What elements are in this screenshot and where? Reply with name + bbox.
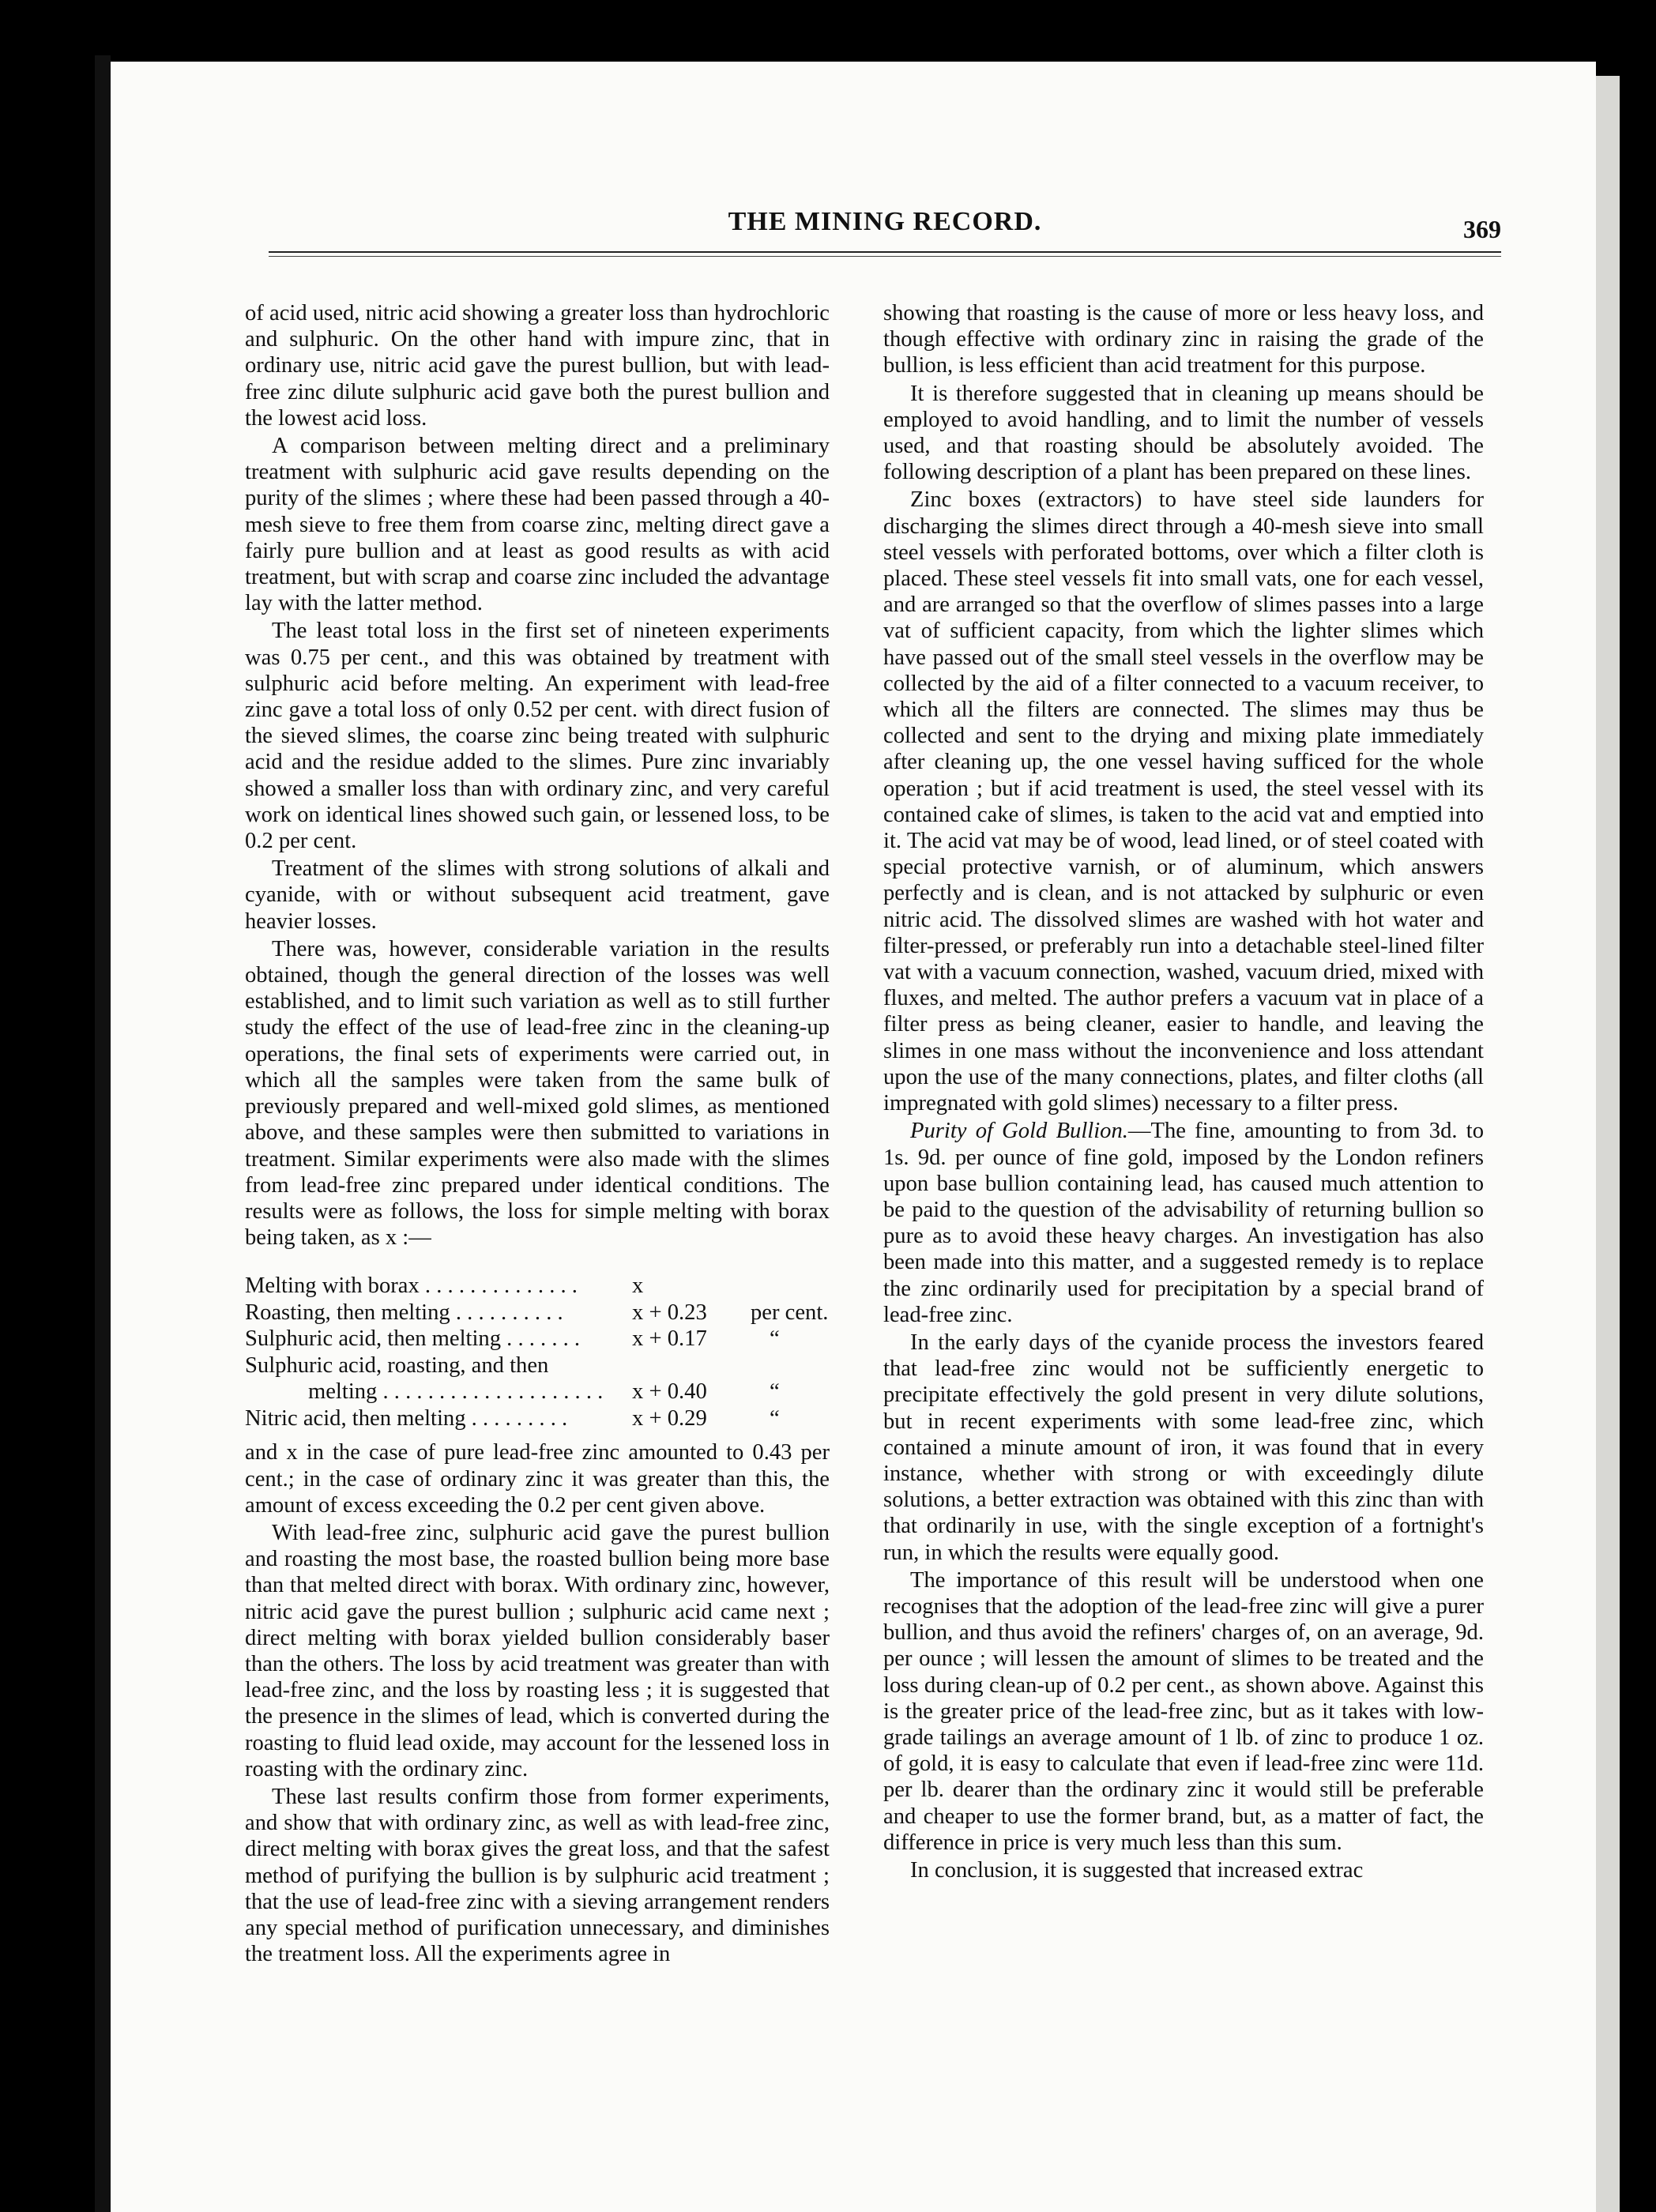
row-label: Nitric acid, then melting . . . . . . . . . [245, 1405, 568, 1431]
page-number: 369 [1463, 215, 1501, 243]
paragraph: The least total loss in the first set of nineteen experiments was 0.75 per cent., and this was obtained by treatment with sulphuric acid before melting. An experiment with lead-free zinc gave a total loss of only 0.52 per cent. with direct fusion of the sieved slimes, the coarse zinc being treated with sulphuric acid and the residue added to the slimes. Pure zinc invariably showed a smaller loss than with ordinary zinc, and very careful work on identical lines showed such gain, or lessened loss, to be 0.2 per cent. [245, 619, 830, 854]
paragraph: Treatment of the slimes with strong solutions of alkali and cyanide, with or without subsequent acid treatment, gave heavier losses. [245, 856, 830, 934]
binding-edge [95, 55, 111, 2212]
paragraph: There was, however, considerable variation in the results obtained, though the general direction of the losses was well established, and to limit such variation as well as to still further study the effect of the use of lead-free zinc in the cleaning-up operations, the final sets of experiments were carried out, in which all the samples were taken from the same bulk of previously prepared and well-mixed gold slimes, as mentioned above, and these samples were then submitted to variations in treatment. Similar experiments were also made with the slimes from lead-free zinc prepared under identical conditions. The results were as follows, the loss for simple melting with borax being taken, as x :— [245, 936, 830, 1251]
paragraph: The importance of this result will be understood when one recognises that the adoption of the lead-free zinc will give a purer bullion, and thus avoid the refiners' charges of, on an average, 9d. per ounce ; will lessen the amount of slimes to be treated and the loss during clean-up of 0.2 per cent., as shown above. Against this is the greater price of the lead-free zinc, but as it takes with low-grade tailings an average amount of 1 lb. of zinc to produce 1 oz. of gold, it is easy to calculate that even if lead-free zinc were 11d. per lb. dearer than the ordinary zinc it would still be preferable and cheaper to use the former brand, but, as a matter of fact, the difference in price is very much less than this sum. [883, 1567, 1484, 1855]
table-row [245, 1405, 830, 1432]
page-edge [1596, 76, 1620, 2212]
paragraph: With lead-free zinc, sulphuric acid gave the purest bullion and roasting the most base, the roasted bullion being more base than that melted direct with borax. With ordinary zinc, however, nitric acid gave the purest bullion ; sulphuric acid came next ; direct melting with borax yielded bullion considerably baser than the others. The loss by acid treatment was greater than with lead-free zinc, and the loss by roasting less ; it is suggested that the presence in the slimes of lead, which is converted during the roasting to fluid lead oxide, may account for the lessened loss in roasting with the ordinary zinc. [245, 1520, 830, 1781]
row-value: x + 0.23 [632, 1300, 707, 1325]
paragraph: Zinc boxes (extractors) to have steel side launders for discharging the slimes direct through a 40-mesh sieve into small steel vessels with perforated bottoms, over which a filter cloth is placed. These steel vessels fit into small vats, one for each vessel, and are arranged so that the overflow of slimes passes into a large vat of sufficient capacity, from which the lighter slimes which have passed out of the small steel vessels in the overflow may be collected by the aid of a filter connected to a vacuum receiver, to which all the filters are connected. The slimes may thus be collected and sent to the drying and mixing plate immediately after cleaning up, the one vessel having sufficed for the whole operation ; but if acid treatment is used, the steel vessel with its contained cake of slimes, is taken to the acid vat and emptied into it. The acid vat may be of wood, lead lined, or of steel coated with special protective varnish, or of aluminum, which answers perfectly and is clean, and is not attacked by sulphuric or even nitric acid. The dissolved slimes are washed with hot water and filter-pressed, or preferably run into a detachable steel-lined filter vat with a vacuum connection, washed, vacuum dried, mixed with fluxes, and melted. The author prefers a vacuum vat in place of a filter press as being cleaner, easier to handle, and leaving the slimes in one mass without the inconvenience and loss attendant upon the use of the many connections, plates, and filter cloths (all impregnated with gold slimes) necessary to a filter press. [883, 487, 1484, 1116]
paragraph: of acid used, nitric acid showing a greater loss than hydrochloric and sulphuric. On the other hand with impure zinc, that in ordinary use, nitric acid gave the purest bullion, but with lead-free zinc dilute sulphuric acid gave both the purest bullion and the lowest acid loss. [245, 301, 830, 431]
paragraph: and x in the case of pure lead-free zinc amounted to 0.43 per cent.; in the case of ordinary zinc it was greater than this, the amount of excess exceeding the 0.2 per cent given above. [245, 1440, 830, 1518]
header-rule-thin [269, 256, 1501, 257]
row-unit: “ [770, 1405, 780, 1431]
paragraph: showing that roasting is the cause of more or less heavy loss, and though effective with ordinary zinc in raising the grade of the bullion, is less efficient than acid treatment for this purpose. [883, 301, 1484, 378]
paragraph: It is therefore suggested that in cleaning up means should be employed to avoid handling, and to limit the number of vessels used, and that roasting should be absolutely avoided. The following description of a plant has been prepared on these lines. [883, 381, 1484, 485]
table-row [245, 1273, 830, 1300]
paragraph: In the early days of the cyanide process the investors feared that lead-free zinc would not be sufficiently energetic to precipitate effectively the gold present in very dilute solutions, but in recent experiments with some lead-free zinc, which contained a minute amount of iron, it was found that in every instance, whether with strong or with exceedingly dilute solutions, a better extraction was obtained with this zinc than with that ordinarily in use, with the single exception of a fortnight's run, in which the results were equally good. [883, 1330, 1484, 1565]
left-column [245, 300, 830, 1967]
row-label: Sulphuric acid, roasting, and then [245, 1352, 549, 1378]
paragraph: A comparison between melting direct and a preliminary treatment with sulphuric acid gave results depending on the purity of the slimes ; where these had been passed through a 40-mesh sieve to free them from coarse zinc, melting direct gave a fairly pure bullion and at least as good results as with acid treatment, but with scrap and coarse zinc included the advantage lay with the latter method. [245, 434, 830, 616]
section-heading: Purity of Gold Bullion. [910, 1119, 1128, 1144]
row-label: melting . . . . . . . . . . . . . . . . . . . . [308, 1379, 604, 1405]
table-row [245, 1352, 830, 1379]
row-value: x + 0.17 [632, 1326, 707, 1352]
row-value: x [632, 1273, 644, 1299]
paragraph-text: —The fine, amounting to from 3d. to 1s. 9d. per ounce of fine gold, imposed by the London refiners upon base bullion containing lead, has caused much attention to be paid to the question of the advisability of returning bullion so pure as to avoid these heavy charges. An investigation has also been made into this matter, and a suggested remedy is to replace the zinc ordinarily used for precipitation by a special brand of lead-free zinc. [883, 1119, 1484, 1327]
header-rule [269, 251, 1501, 253]
paragraph: These last results confirm those from former experiments, and show that with ordinary zinc, as well as with lead-free zinc, direct melting with borax gives the great loss, and that the safest method of purifying the bullion is by sulphuric acid treatment ; that the use of lead-free zinc with a sieving arrangement renders any special method of purification unnecessary, and diminishes the treatment loss. All the experiments agree in [245, 1784, 830, 1967]
row-unit: “ [770, 1326, 780, 1352]
row-unit: “ [770, 1379, 780, 1405]
table-row [245, 1379, 830, 1405]
row-value: x + 0.40 [632, 1379, 707, 1405]
right-column [883, 300, 1484, 1883]
table-row [245, 1326, 830, 1352]
page-header [269, 207, 1501, 254]
row-label: Melting with borax . . . . . . . . . . . . . . [245, 1273, 578, 1299]
purity-paragraph [883, 1118, 1484, 1328]
results-table [245, 1273, 830, 1431]
row-label: Sulphuric acid, then melting . . . . . . . [245, 1326, 581, 1352]
row-value: x + 0.29 [632, 1405, 707, 1431]
row-label: Roasting, then melting . . . . . . . . . . [245, 1300, 563, 1325]
row-unit: per cent. [751, 1300, 829, 1325]
running-title: THE MINING RECORD. [728, 207, 1042, 236]
paragraph: In conclusion, it is suggested that increased extrac [910, 1857, 1364, 1883]
table-row [245, 1300, 830, 1326]
